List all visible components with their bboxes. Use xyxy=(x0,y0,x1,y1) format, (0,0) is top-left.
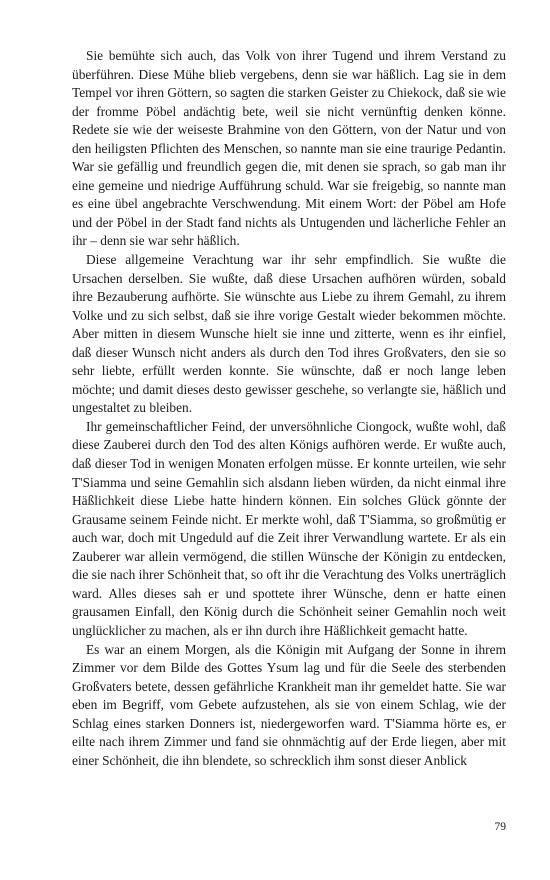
paragraph-2: Diese allgemeine Verachtung war ihr sehr empfindlich. Sie wußte die Ursachen derselben. Sie wußte, daß diese Ursachen aufhören würden, sobald ihre Bezauberung aufhörte. Sie wünschte aus Liebe zu ihrem Gemahl, zu ihrem Volke und zu sich selbst, daß sie ihre vorige Gestalt wieder bekommen möchte. Aber mitten in diesem Wunsche hielt sie inne und zitterte, wenn es ihr einfiel, daß dieser Wunsch nicht anders als durch den Tod ihres Großvaters, den sie so sehr liebte, erfüllt werden konnte. Sie wünschte, daß er noch lange leben möchte; und damit dieses desto gewisser geschehe, so verlangte sie, häßlich und ungestaltet zu bleiben. xyxy=(72,252,506,416)
paragraph-3: Ihr gemeinschaftlicher Feind, der unversöhnliche Ciongock, wußte wohl, daß diese Zauberei durch den Tod des alten Königs aufhören werde. Er wußte auch, daß dieser Tod in wenigen Monaten erfolgen müsse. Er konnte urteilen, wie sehr T'Siamma und seine Gemahlin sich alsdann lieben würden, da nicht einmal ihre Häßlichkeit diese Liebe hatte hindern können. Ein solches Glück gönnte der Grausame seinem Feinde nicht. Er merkte wohl, daß T'Siamma, so großmütig er auch war, doch mit Ungeduld auf die Zeit ihrer Verwandlung wartete. Er als ein Zauberer war allein vermögend, die stillen Wünsche der Königin zu entdecken, die sie nach ihrer Schönheit that, so oft ihr die Verachtung des Volks unerträglich ward. Alles dieses sah er und spottete ihrer Wünsche, denn er hatte einen grausamen Einfall, den König durch die Schönheit seiner Gemahlin noch weit unglücklicher zu machen, als er ihn durch ihre Häßlichkeit gemacht hatte. xyxy=(72,418,506,638)
paragraph-4: Es war an einem Morgen, als die Königin mit Aufgang der Sonne in ihrem Zimmer vor dem Bilde des Gottes Ysum lag und für die Seele des sterbenden Großvaters betete, dessen gefährliche Krankheit man ihr gemeldet hatte. Sie war eben im Begriff, vom Gebete aufzustehen, als sie von einem Schlag, wie der Schlag eines starken Donners ist, niedergeworfen ward. T'Siamma hörte es, er eilte nach ihrem Zimmer und fand sie ohnmächtig auf der Erde liegen, aber mit einer Schönheit, die ihn blendete, so schrecklich ihm sonst dieser Anblick xyxy=(72,641,506,768)
body-text xyxy=(72,47,506,770)
paragraph-1: Sie bemühte sich auch, das Volk von ihrer Tugend und ihrem Verstand zu überführen. Diese Mühe blieb vergebens, denn sie war häßlich. Lag sie in dem Tempel vor ihren Göttern, so sagten die starken Geister zu Chiekock, daß sie wie der fromme Pöbel andächtig bete, weil sie nicht vernünftig denken könne. Redete sie wie der weiseste Brahmine von den Göttern, von der Natur und von den heiligsten Pflichten des Menschen, so nannte man sie eine traurige Pedantin. War sie gefällig und freundlich gegen die, mit denen sie sprach, so gab man ihr eine gemeine und niedrige Aufführung schuld. War sie freigebig, so nannte man es eine übel angebrachte Verschwendung. Mit einem Wort: der Pöbel am Hofe und der Pöbel in der Stadt fand nichts als Untugenden und lächerliche Fehler an ihr – denn sie war sehr häßlich. xyxy=(72,48,506,249)
page-number: 79 xyxy=(494,821,506,833)
